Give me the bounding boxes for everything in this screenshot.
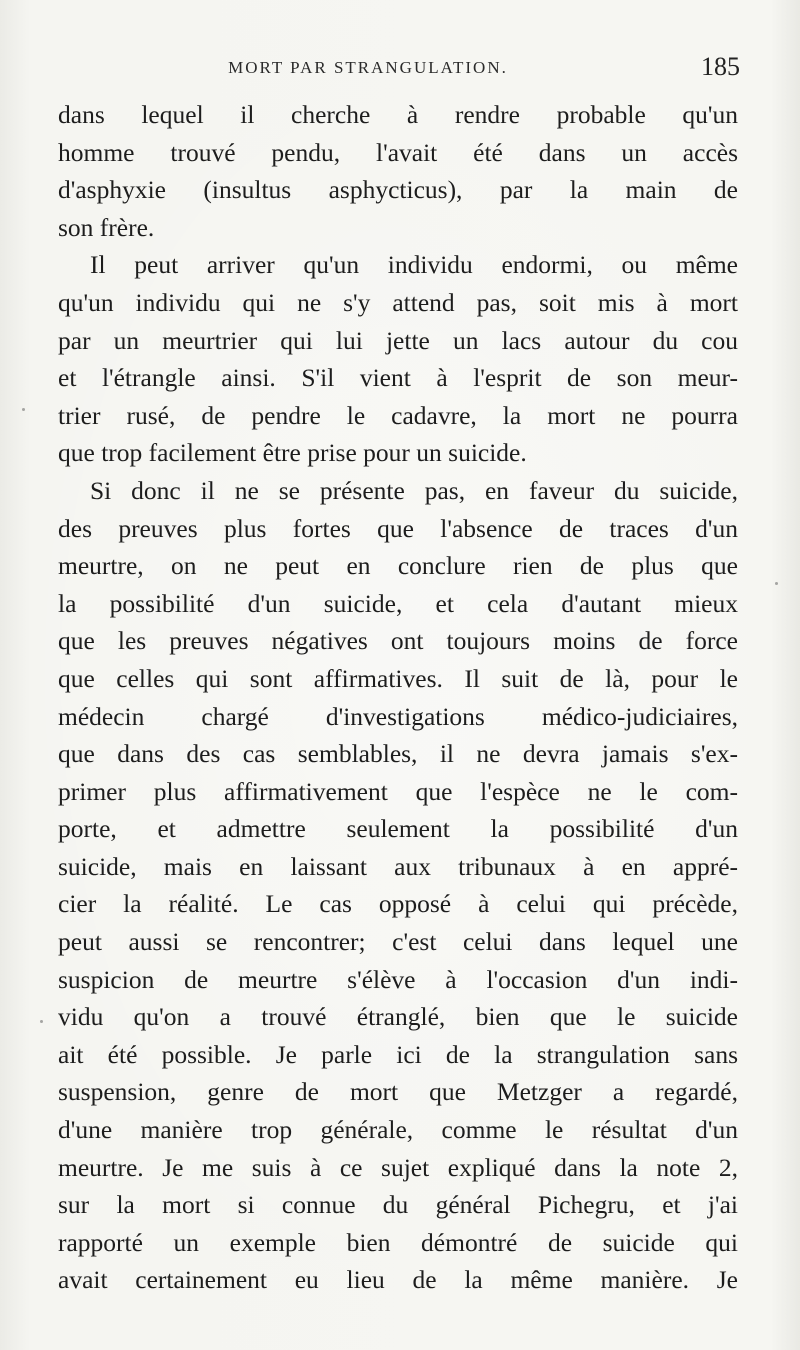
text-line: d'une manière trop générale, comme le résultat d'un [58,1115,738,1145]
running-head-title: MORT PAR STRANGULATION. [228,58,508,77]
text-line: primer plus affirmativement que l'espèce ne le com- [58,776,738,806]
text-line: suspension, genre de mort que Metzger a regardé, [58,1077,738,1107]
text-line: homme trouvé pendu, l'avait été dans un accès [58,137,738,167]
text-line: qu'un individu qui ne s'y attend pas, soit mis à mort [58,287,738,317]
running-head [58,52,738,82]
print-speck [40,1020,43,1023]
page-number: 185 [701,52,740,81]
text-line: cier la réalité. Le cas opposé à celui qui précède, [58,889,738,919]
text-line: que trop facilement être prise pour un suicide. [58,438,527,468]
text-line: dans lequel il cherche à rendre probable qu'un [58,100,738,129]
text-line: vidu qu'on a trouvé étranglé, bien que le suicide [58,1002,738,1032]
text-line: Si donc il ne se présente pas, en faveur du suicide, [90,475,738,505]
text-line: médecin chargé d'investigations médico-judiciaires, [58,701,738,731]
text-line: porte, et admettre seulement la possibilité d'un [58,814,738,844]
paragraph [58,472,738,1299]
text-line: trier rusé, de pendre le cadavre, la mort ne pourra [58,400,738,430]
print-speck [22,408,25,411]
text-line: son frère. [58,212,155,242]
print-speck [775,582,778,585]
text-line: peut aussi se rencontrer; c'est celui dans lequel une [58,927,738,957]
text-line: meurtre, on ne peut en conclure rien de plus que [58,551,738,581]
text-line: et l'étrangle ainsi. S'il vient à l'esprit de son meur- [58,363,738,393]
text-line: la possibilité d'un suicide, et cela d'autant mieux [58,588,738,618]
text-line: suicide, mais en laissant aux tribunaux à en appré- [58,851,738,881]
text-line: que dans des cas semblables, il ne devra jamais s'ex- [58,739,738,769]
paragraph [58,96,738,246]
text-line: meurtre. Je me suis à ce sujet expliqué dans la note 2, [58,1152,738,1182]
body-text [58,96,738,1299]
text-line: Il peut arriver qu'un individu endormi, ou même [90,250,738,280]
text-line: ait été possible. Je parle ici de la strangulation sans [58,1039,738,1069]
text-line: que les preuves négatives ont toujours moins de force [58,626,738,656]
text-line: sur la mort si connue du général Pichegru, et j'ai [58,1190,738,1220]
text-line: que celles qui sont affirmatives. Il suit de là, pour le [58,663,738,693]
text-line: des preuves plus fortes que l'absence de traces d'un [58,513,738,543]
paragraph [58,246,738,472]
text-line: avait certainement eu lieu de la même manière. Je [58,1265,738,1295]
text-line: suspicion de meurtre s'élève à l'occasion d'un indi- [58,964,738,994]
text-line: par un meurtrier qui lui jette un lacs autour du cou [58,325,738,355]
text-line: d'asphyxie (insultus asphycticus), par la main de [58,175,738,205]
text-line: rapporté un exemple bien démontré de suicide qui [58,1227,738,1257]
